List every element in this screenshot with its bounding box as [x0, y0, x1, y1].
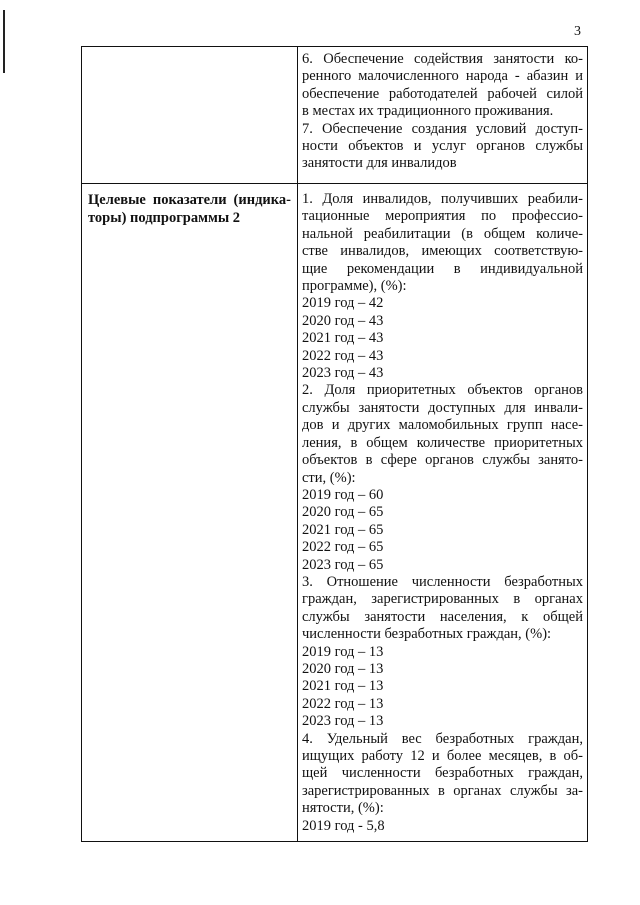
row-label-line: торы) подпрограммы 2: [88, 209, 241, 226]
text-line: службы занятости населения, к общей: [302, 608, 583, 625]
text-line: 6. Обеспечение содействия занятости ко-: [302, 51, 583, 67]
text-line: 2022 год – 43: [302, 347, 384, 364]
text-line: 2023 год – 13: [302, 713, 384, 730]
document-table: [81, 46, 588, 842]
text-line: тационные мероприятия по профессио-: [302, 208, 583, 225]
text-line: 2019 год - 5,8: [302, 817, 385, 834]
text-line: ищущих работу 12 и более месяцев, в об-: [302, 748, 583, 764]
text-line: 2021 год – 13: [302, 678, 384, 695]
text-line: программе), (%):: [302, 278, 407, 295]
row-content-cell: [302, 191, 583, 835]
text-line: сти, (%):: [302, 469, 356, 486]
text-line: граждан, зарегистрированных в органах: [302, 591, 583, 608]
row-label-cell: [88, 192, 291, 227]
text-line: зарегистрированных в органах службы за-: [302, 782, 583, 799]
text-line: нальной реабилитации (в общем количе-: [302, 225, 583, 242]
text-line: объектов в сфере органов службы занято-: [302, 452, 583, 469]
text-line: стве инвалидов, имеющих соответствую-: [302, 243, 583, 260]
text-line: 2022 год – 65: [302, 539, 384, 556]
text-line: щие рекомендации в индивидуальной: [302, 260, 583, 277]
text-line: ления, в общем количестве приоритетных: [302, 434, 583, 451]
text-line: службы занятости доступных для инвали-: [302, 399, 583, 416]
margin-mark: [3, 10, 5, 73]
text-line: 4. Удельный вес безработных граждан,: [302, 730, 583, 747]
text-line: 7. Обеспечение создания условий доступ-: [302, 120, 583, 137]
page-number: 3: [574, 24, 581, 39]
text-line: ности объектов и услуг органов службы: [302, 138, 583, 155]
text-line: нятости, (%):: [302, 800, 384, 817]
table-row: [82, 47, 587, 183]
text-line: 2021 год – 43: [302, 330, 384, 347]
row-content-cell: [302, 51, 583, 173]
text-line: в местах их традиционного проживания.: [302, 103, 554, 120]
text-line: 2020 год – 43: [302, 312, 384, 329]
text-line: обеспечение работодателей рабочей силой: [302, 85, 583, 102]
text-line: дов и других маломобильных групп насе-: [302, 417, 583, 434]
text-line: 2020 год – 13: [302, 660, 384, 677]
text-line: 2022 год – 13: [302, 695, 384, 712]
text-line: 2. Доля приоритетных объектов органов: [302, 382, 583, 399]
text-line: 2019 год – 13: [302, 643, 384, 660]
text-line: занятости для инвалидов: [302, 155, 457, 172]
text-line: 2023 год – 43: [302, 365, 384, 382]
table-row: [82, 184, 587, 841]
text-line: 2019 год – 60: [302, 486, 384, 503]
text-line: 2021 год – 65: [302, 521, 384, 538]
text-line: ренного малочисленного народа - абазин и: [302, 68, 583, 85]
text-line: 3. Отношение численности безработных: [302, 573, 583, 590]
text-line: 2020 год – 65: [302, 504, 384, 521]
text-line: численности безработных граждан, (%):: [302, 626, 552, 643]
row-label-line: Целевые показатели (индика-: [88, 192, 291, 208]
text-line: 2023 год – 65: [302, 556, 384, 573]
text-line: щей численности безработных граждан,: [302, 765, 583, 782]
text-line: 2019 год – 42: [302, 295, 384, 312]
text-line: 1. Доля инвалидов, получивших реабили-: [302, 191, 583, 207]
